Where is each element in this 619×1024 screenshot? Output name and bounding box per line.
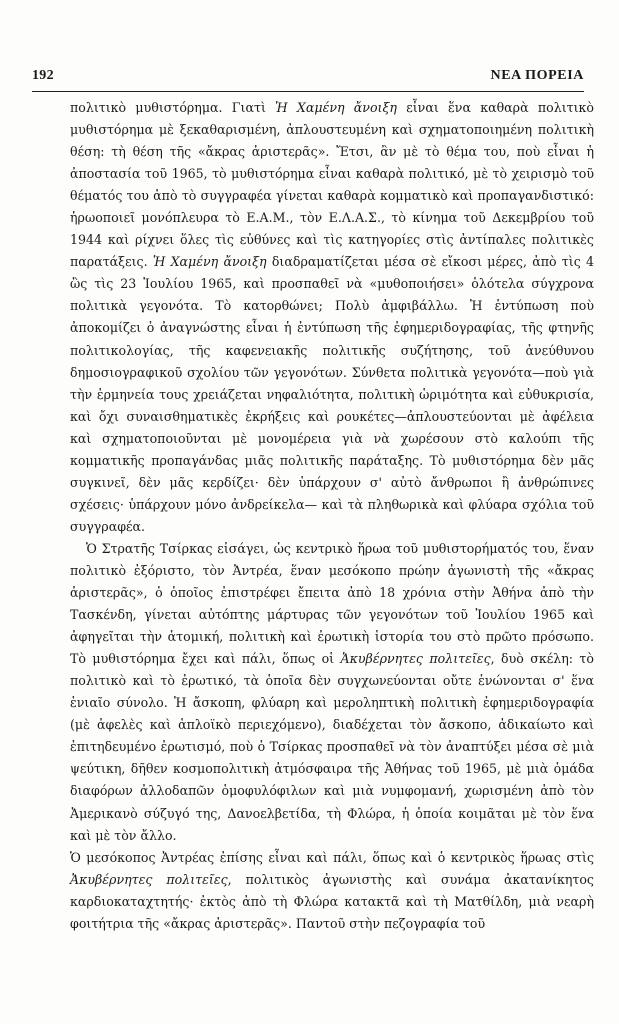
text-run: εἶναι ἕνα καθαρὰ πολιτικὸ μυθιστόρημα μὲ ξεκαθαρισμένη, ἀπλουστευμένη καὶ σχηματοποιημένη πολιτικὴ θέση: τὴ θέση τῆς «ἄκρας ἀριστερᾶς». Ἔτσι, ἂν μὲ τὸ θέμα του, ποὺ εἶναι ἡ ἀποστασία τοῦ 1965, τὸ μυθιστόρημα εἶναι καθαρὰ πολιτικό, μὲ τὸ χειρισμὸ τοῦ θέματός του ἀπὸ τὸ συγγραφέα γίνεται καθαρὰ κομματικὸ καὶ προπαγανδιστικό: ἡρωοποιεῖ μονόπλευρα τὸ Ε.Α.Μ., τὸν Ε.Λ.Α.Σ., τὸ κίνημα τοῦ Δεκεμβρίου τοῦ 1944 καὶ ρίχνει ὅλες τὶς εὐθύνες καὶ τὶς κατηγορίες στὶς ἀντίπαλες πολιτικὲς παρατάξεις. bbox=[70, 100, 594, 270]
text-run: , δυὸ σκέλη: τὸ πολιτικὸ καὶ τὸ ἐρωτικό, τὰ ὁποῖα δὲν συγχωνεύονται οὔτε ἑνώνονται σ' ἕνα ἑνιαῖο σύνολο. Ἡ ἄσκοπη, φλύαρη καὶ μεροληπτικὴ πολιτικὴ ἐφημεριδογραφία (μὲ ἀφελὲς καὶ ἁπλοϊκὸ περιεχόμενο), διαδέχεται τὸν ἄσκοπο, ἀδικαίωτο καὶ ἐπιτηδευμένο ἐρωτισμό, ποὺ ὁ Τσίρκας προσπαθεῖ νὰ τὸν ἀναπτύξει μέσα σὲ μιὰ ψεύτικη, δῆθεν κοσμοπολιτικὴ ἀτμόσφαιρα τῆς Ἀθήνας τοῦ 1965, μὲ μιὰ ὁμάδα διαφόρων ἀλλοδαπῶν ὁμοφυλόφιλων καὶ μιὰ νυμφομανή, χωρισμένη ἀπὸ τὸν Ἀμερικανὸ σύζυγό της, Δανοελβετίδα, τὴ Φλώρα, ἡ ὁποία κοιμᾶται μὲ τὸν ἕνα καὶ μὲ τὸν ἄλλο. bbox=[70, 651, 594, 843]
header-rule bbox=[32, 91, 584, 92]
text-run: διαδραματίζεται μέσα σὲ εἴκοσι μέρες, ἀπὸ τὶς 4 ὣς τὶς 23 Ἰουλίου 1965, καὶ προσπαθεῖ νὰ «μυθοποιήσει» ὁλότελα σύγχρονα πολιτικὰ γεγονότα. Τὸ κατορθώνει; Πολὺ ἀμφιβάλλω. Ἡ ἐντύπωση ποὺ ἀποκομίζει ὁ ἀναγνώστης εἶναι ἡ ἐντύπωση τῆς ἐφημεριδογραφίας, τῆς φτηνῆς πολιτικολογίας, τῆς καφενειακῆς πολιτικῆς συζήτησης, τοῦ ἀνεύθυνου δημοσιογραφικοῦ σχολίου τῶν γεγονότων. Σύνθετα πολιτικὰ γεγονότα—ποὺ γιὰ τὴν ἑρμηνεία τους χρειάζεται νηφαλιότητα, πολιτικὴ ὡριμότητα καὶ εὐθυκρισία, καὶ ὄχι συναισθηματικὲς ἐκρήξεις καὶ ρουκέτες—ἀπλουστεύονται μὲ ἀφέλεια καὶ σχηματοποιοῦνται μὲ μονομέρεια γιὰ νὰ χωρέσουν στὸ καλούπι τῆς κομματικῆς προπαγάνδας μιᾶς πολιτικῆς παράταξης. Τὸ μυθιστόρημα δὲν μᾶς συγκινεῖ, δὲν μᾶς κερδίζει· δὲν ὑπάρχουν σ' αὐτὸ ἄνθρωποι ἢ ἀνθρώπινες σχέσεις· ὑπάρχουν μόνο ἀνδρείκελα— καὶ τὰ πληθωρικὰ καὶ φλύαρα σχόλια τοῦ συγγραφέα. bbox=[70, 254, 594, 534]
text-run: Ὁ μεσόκοπος Ἀντρέας ἐπίσης εἶναι καὶ πάλι, ὅπως καὶ ὁ κεντρικὸς ἥρωας στὶς bbox=[70, 849, 594, 865]
book-title-italic: Ἀκυβέρνητες πολιτεῖες bbox=[70, 871, 228, 887]
text-run: πολιτικὸ μυθιστόρημα. Γιατὶ bbox=[70, 100, 276, 115]
page-number: 192 bbox=[32, 68, 54, 83]
paragraph-continued bbox=[70, 97, 594, 538]
paragraph-tsirkas-hero bbox=[70, 538, 594, 847]
running-head bbox=[32, 66, 584, 88]
book-title-italic: Ἡ Χαμένη ἄνοιξη bbox=[275, 100, 397, 115]
text-run: Ὁ Στρατῆς Τσίρκας εἰσάγει, ὡς κεντρικὸ ἥρωα τοῦ μυθιστορήματός του, ἕναν πολιτικὸ ἐξόριστο, τὸν Ἀντρέα, ἕναν μεσόκοπο πρώην ἀγωνιστὴ τῆς «ἄκρας ἀριστερᾶς», ὁ ὁποῖος ἐπιστρέφει ἔπειτα ἀπὸ 18 χρόνια στὴν Ἀθήνα ἀπὸ τὴν Τασκένδη, γίνεται αὐτόπτης μάρτυρας τῶν γεγονότων τοῦ Ἰουλίου 1965 καὶ ἀφηγεῖται τὴν ἀτομική, πολιτικὴ καὶ ἐρωτικὴ ἱστορία του στὸ πρῶτο πρόσωπο. Τὸ μυθιστόρημα ἔχει καὶ πάλι, ὅπως οἱ bbox=[70, 540, 594, 667]
body-text bbox=[70, 97, 594, 935]
paragraph-andreas bbox=[70, 847, 594, 935]
journal-title: ΝΕΑ ΠΟΡΕΙΑ bbox=[490, 68, 584, 83]
book-title-italic: Ἀκυβέρνητες πολιτεῖες bbox=[340, 651, 491, 667]
book-title-italic: Ἡ Χαμένη ἄνοιξη bbox=[152, 254, 267, 270]
text-run: , πολιτικὸς ἀγωνιστὴς καὶ συνάμα ἀκατανίκητος καρδιοκαταχτητής· ἐκτὸς ἀπὸ τὴ Φλώρα κατακτᾶ καὶ τὴ Ματθίλδη, μιὰ νεαρὴ φοιτήτρια τῆς «ἄκρας ἀριστερᾶς». Παντοῦ στὴν πεζογραφία τοῦ bbox=[70, 871, 594, 931]
